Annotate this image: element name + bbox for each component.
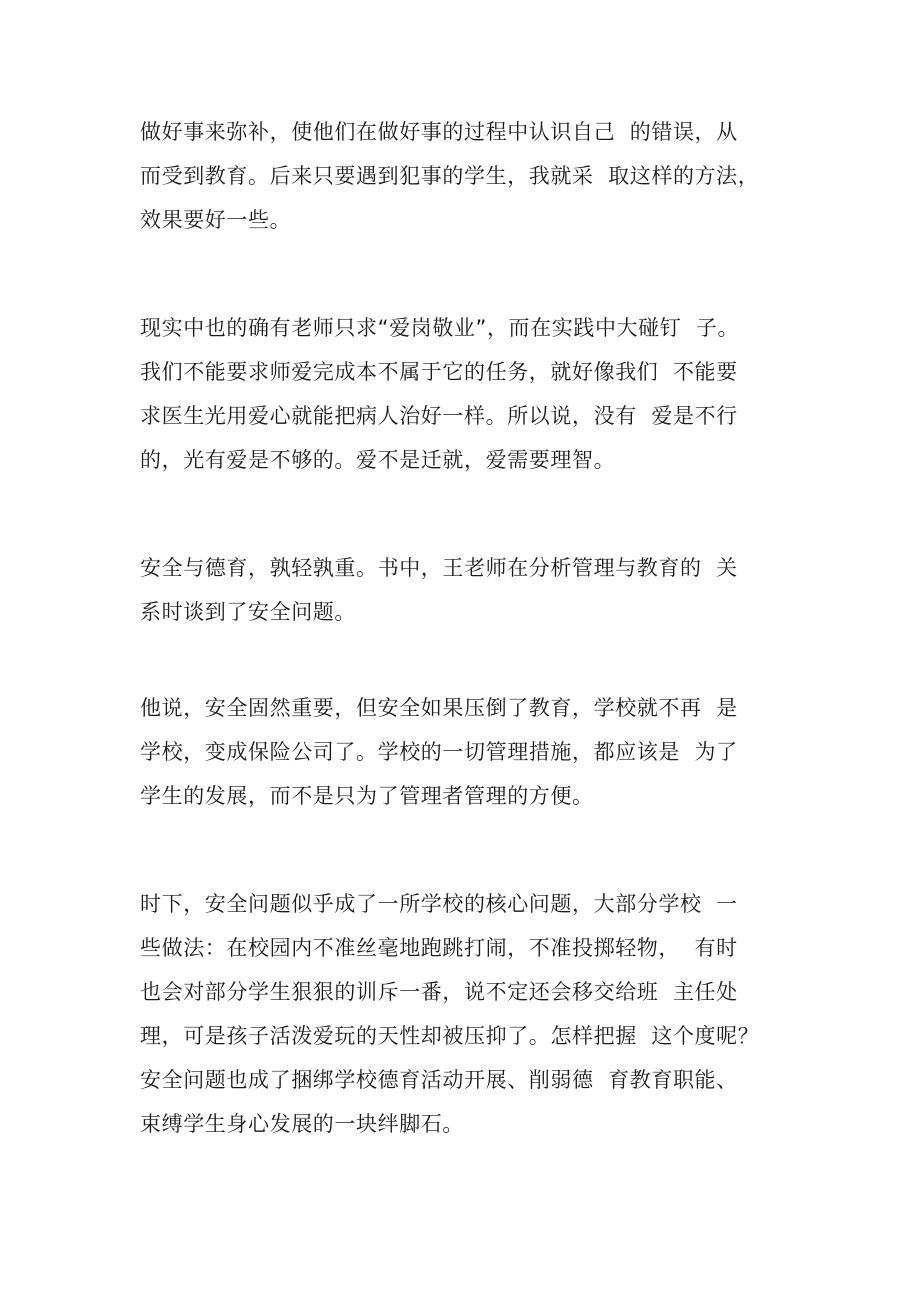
- text-line: 安全问题也成了捆绑学校德育活动开展、削弱德 育教育职能、: [140, 1068, 738, 1092]
- text-line: 现实中也的确有老师只求“爱岗敬业”，而在实践中大碰钉 子。: [140, 316, 740, 340]
- text-line: 系时谈到了安全问题。: [140, 600, 356, 624]
- text-line: 做好事来弥补，使他们在做好事的过程中认识自己 的错误，从: [140, 120, 738, 144]
- text-line: 理，可是孩子活泼爱玩的天性却被压抑了。怎样把握 这个度呢？: [140, 1024, 760, 1048]
- paragraph-4: [140, 686, 820, 818]
- text-line: 些做法：在校园内不准丝毫地跑跳打闹，不准投掷轻物， 有时: [140, 936, 738, 960]
- text-line: 而受到教育。后来只要遇到犯事的学生，我就采 取这样的方法，: [140, 164, 760, 188]
- text-line: 效果要好一些。: [140, 208, 292, 232]
- text-line: 也会对部分学生狠狠的训斥一番，说不定还会移交给班 主任处: [140, 980, 738, 1004]
- text-line: 时下，安全问题似乎成了一所学校的核心问题，大部分学校 一: [140, 892, 738, 916]
- text-line: 学校，变成保险公司了。学校的一切管理措施，都应该是 为了: [140, 740, 738, 764]
- text-line: 学生的发展，而不是只为了管理者管理的方便。: [140, 784, 594, 808]
- paragraph-1: [140, 110, 820, 242]
- paragraph-5: [140, 882, 820, 1146]
- text-line: 求医生光用爱心就能把病人治好一样。所以说，没有 爱是不行: [140, 404, 738, 428]
- paragraph-3: [140, 546, 820, 634]
- text-line: 束缚学生身心发展的一块绊脚石。: [140, 1112, 464, 1136]
- text-line: 他说，安全固然重要，但安全如果压倒了教育，学校就不再 是: [140, 696, 738, 720]
- paragraph-2: [140, 306, 820, 482]
- text-line: 安全与德育，孰轻孰重。书中，王老师在分析管理与教育的 关: [140, 556, 738, 580]
- text-line: 我们不能要求师爱完成本不属于它的任务，就好像我们 不能要: [140, 360, 738, 384]
- text-line: 的，光有爱是不够的。爱不是迁就，爱需要理智。: [140, 448, 616, 472]
